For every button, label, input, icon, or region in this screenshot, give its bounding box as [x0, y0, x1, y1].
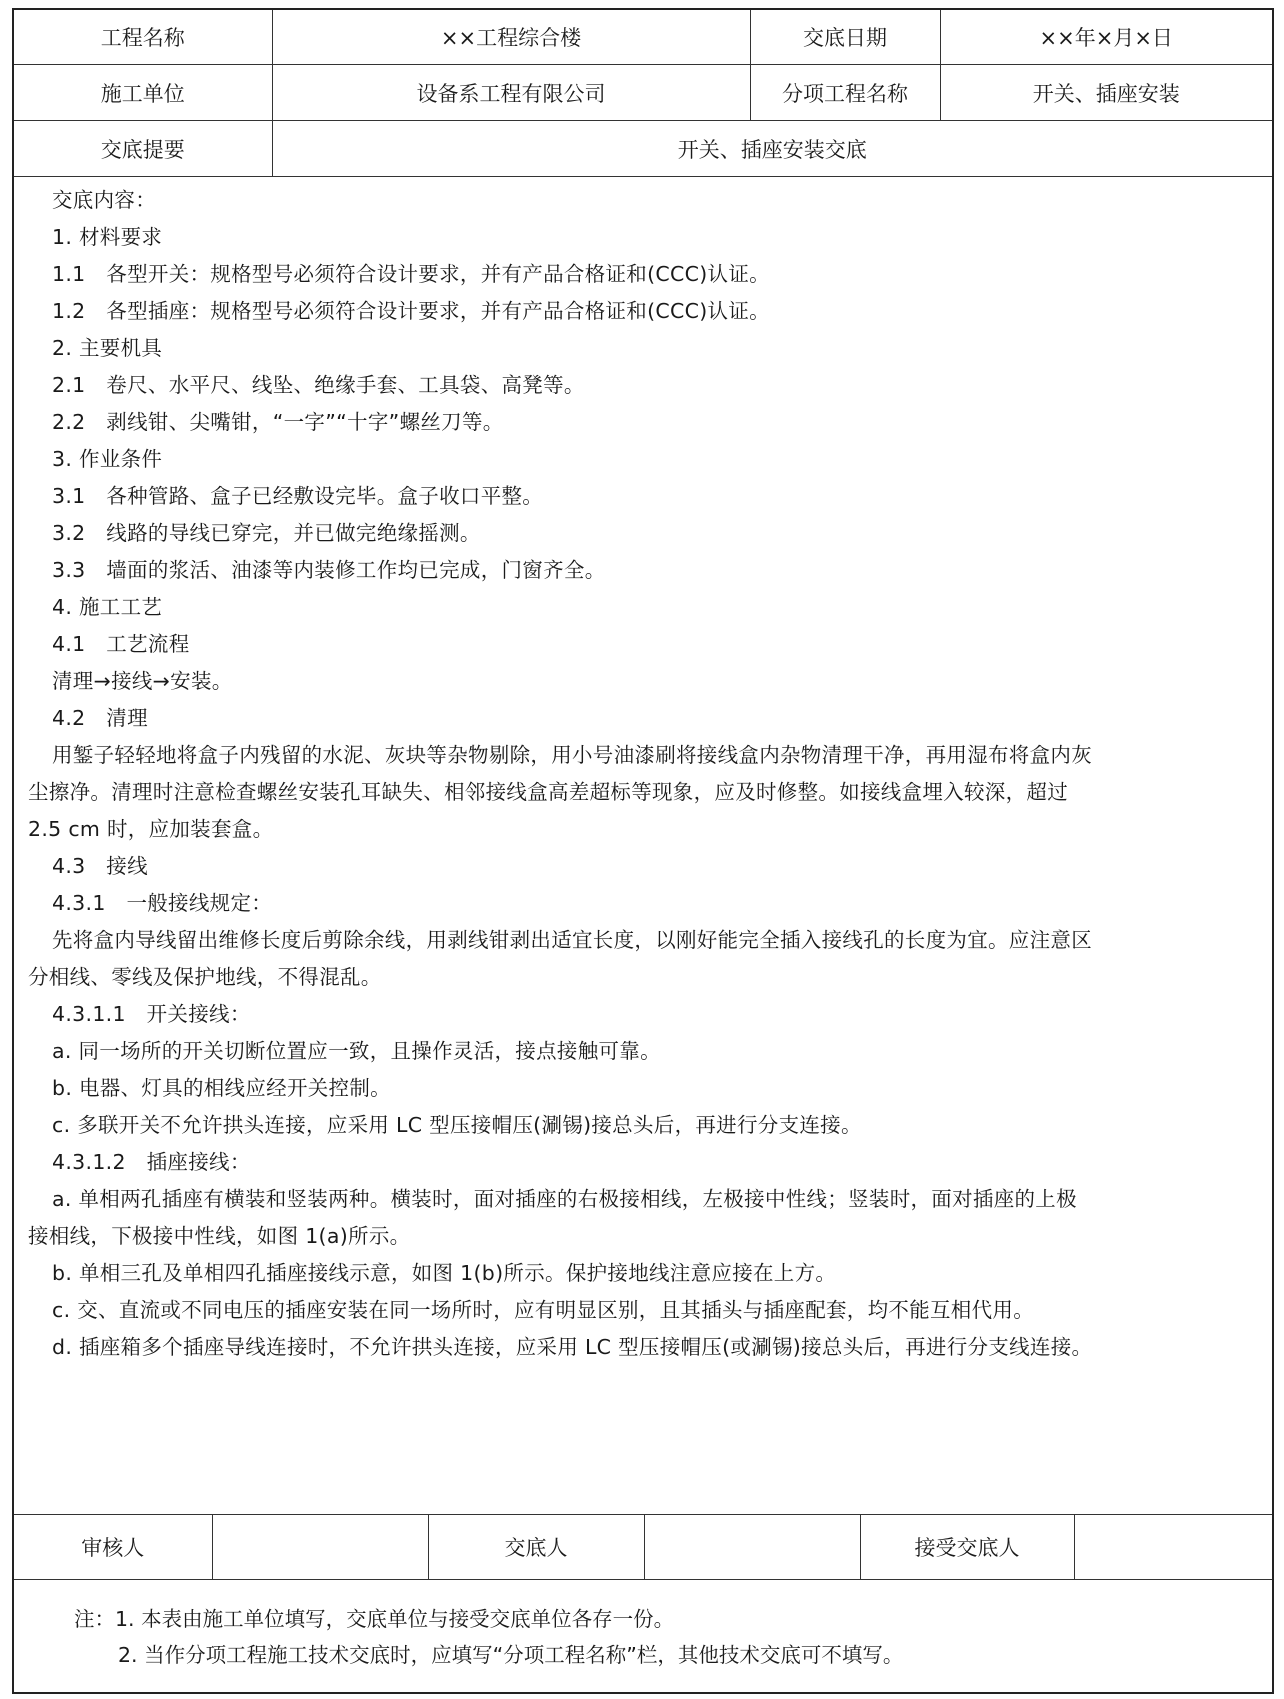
- content-line: 3.3 墙面的浆活、油漆等内装修工作均已完成，门窗齐全。: [52, 558, 606, 582]
- content-line: 1. 材料要求: [52, 225, 163, 249]
- header-row-summary: [14, 121, 1272, 177]
- content-line: b. 单相三孔及单相四孔插座接线示意，如图 1(b)所示。保护接地线注意应接在上方。: [52, 1261, 837, 1285]
- content-line: d. 插座箱多个插座导线连接时，不允许拱头连接，应采用 LC 型压接帽压(或涮锡)接总头后，再进行分支线连接。: [52, 1335, 1093, 1359]
- content-line: c. 多联开关不允许拱头连接，应采用 LC 型压接帽压(涮锡)接总头后，再进行分支连接。: [52, 1113, 862, 1137]
- subproject-label: 分项工程名称: [750, 65, 940, 121]
- form-notes: [14, 1578, 1272, 1692]
- content-line: 接相线，下极接中性线，如图 1(a)所示。: [28, 1224, 411, 1248]
- content-line: 4.2 清理: [52, 706, 148, 730]
- unit-label: 施工单位: [14, 65, 272, 121]
- reviewer-field[interactable]: [212, 1515, 428, 1580]
- content-line: a. 单相两孔插座有横装和竖装两种。横装时，面对插座的右极接相线，左极接中性线；竖装时，面对插座的上极: [52, 1187, 1077, 1211]
- content-line: 先将盒内导线留出维修长度后剪除余线，用剥线钳剥出适宜长度，以刚好能完全插入接线孔的长度为宜。应注意区: [52, 928, 1092, 952]
- signature-row: [14, 1515, 1272, 1580]
- date-value: ××年×月×日: [940, 10, 1272, 65]
- summary-label: 交底提要: [14, 121, 272, 177]
- content-line: 分相线、零线及保护地线，不得混乱。: [28, 965, 382, 989]
- content-line: 4. 施工工艺: [52, 595, 163, 619]
- disclosure-form: [12, 8, 1274, 1694]
- content-line: 2.1 卷尺、水平尺、线坠、绝缘手套、工具袋、高凳等。: [52, 373, 585, 397]
- note-line-1: 注：1. 本表由施工单位填写，交底单位与接受交底单位各存一份。: [74, 1607, 675, 1631]
- summary-value: 开关、插座安装交底: [272, 121, 1272, 177]
- note-line-2: 2. 当作分项工程施工技术交底时，应填写“分项工程名称”栏，其他技术交底可不填写。: [118, 1643, 904, 1667]
- content-line: 清理→接线→安装。: [52, 669, 233, 693]
- content-line: 4.1 工艺流程: [52, 632, 190, 656]
- unit-value: 设备系工程有限公司: [272, 65, 750, 121]
- disclosure-content: [14, 175, 1272, 1515]
- presenter-field[interactable]: [644, 1515, 860, 1580]
- content-line: 2. 主要机具: [52, 336, 163, 360]
- content-line: 1.2 各型插座：规格型号必须符合设计要求，并有产品合格证和(CCC)认证。: [52, 299, 770, 323]
- content-line: 尘擦净。清理时注意检查螺丝安装孔耳缺失、相邻接线盒高差超标等现象，应及时修整。如接线盒埋入较深，超过: [28, 780, 1068, 804]
- content-line: 2.2 剥线钳、尖嘴钳，“一字”“十字”螺丝刀等。: [52, 410, 504, 434]
- content-line: b. 电器、灯具的相线应经开关控制。: [52, 1076, 391, 1100]
- content-line: c. 交、直流或不同电压的插座安装在同一场所时，应有明显区别，且其插头与插座配套，均不能互相代用。: [52, 1298, 1035, 1322]
- receiver-field[interactable]: [1074, 1515, 1272, 1580]
- project-name-value: ××工程综合楼: [272, 10, 750, 65]
- header-row-project: [14, 10, 1272, 65]
- header-table: [14, 10, 1272, 177]
- content-line: 4.3.1.1 开关接线：: [52, 1002, 251, 1026]
- content-line: 3.1 各种管路、盒子已经敷设完毕。盒子收口平整。: [52, 484, 544, 508]
- header-row-unit: [14, 65, 1272, 121]
- content-heading: 交底内容：: [52, 188, 156, 212]
- receiver-label: 接受交底人: [860, 1515, 1074, 1580]
- content-line: 3.2 线路的导线已穿完，并已做完绝缘摇测。: [52, 521, 481, 545]
- presenter-label: 交底人: [428, 1515, 644, 1580]
- content-line: 4.3.1 一般接线规定：: [52, 891, 273, 915]
- content-line: 1.1 各型开关：规格型号必须符合设计要求，并有产品合格证和(CCC)认证。: [52, 262, 770, 286]
- content-line: 用錾子轻轻地将盒子内残留的水泥、灰块等杂物剔除，用小号油漆刷将接线盒内杂物清理干净，再用湿布将盒内灰: [52, 743, 1092, 767]
- signature-table: [14, 1515, 1272, 1580]
- reviewer-label: 审核人: [14, 1515, 212, 1580]
- subproject-value: 开关、插座安装: [940, 65, 1272, 121]
- project-name-label: 工程名称: [14, 10, 272, 65]
- content-line: 3. 作业条件: [52, 447, 163, 471]
- content-line: a. 同一场所的开关切断位置应一致，且操作灵活，接点接触可靠。: [52, 1039, 661, 1063]
- content-line: 2.5 cm 时，应加装套盒。: [28, 817, 274, 841]
- content-line: 4.3 接线: [52, 854, 148, 878]
- date-label: 交底日期: [750, 10, 940, 65]
- content-line: 4.3.1.2 插座接线：: [52, 1150, 251, 1174]
